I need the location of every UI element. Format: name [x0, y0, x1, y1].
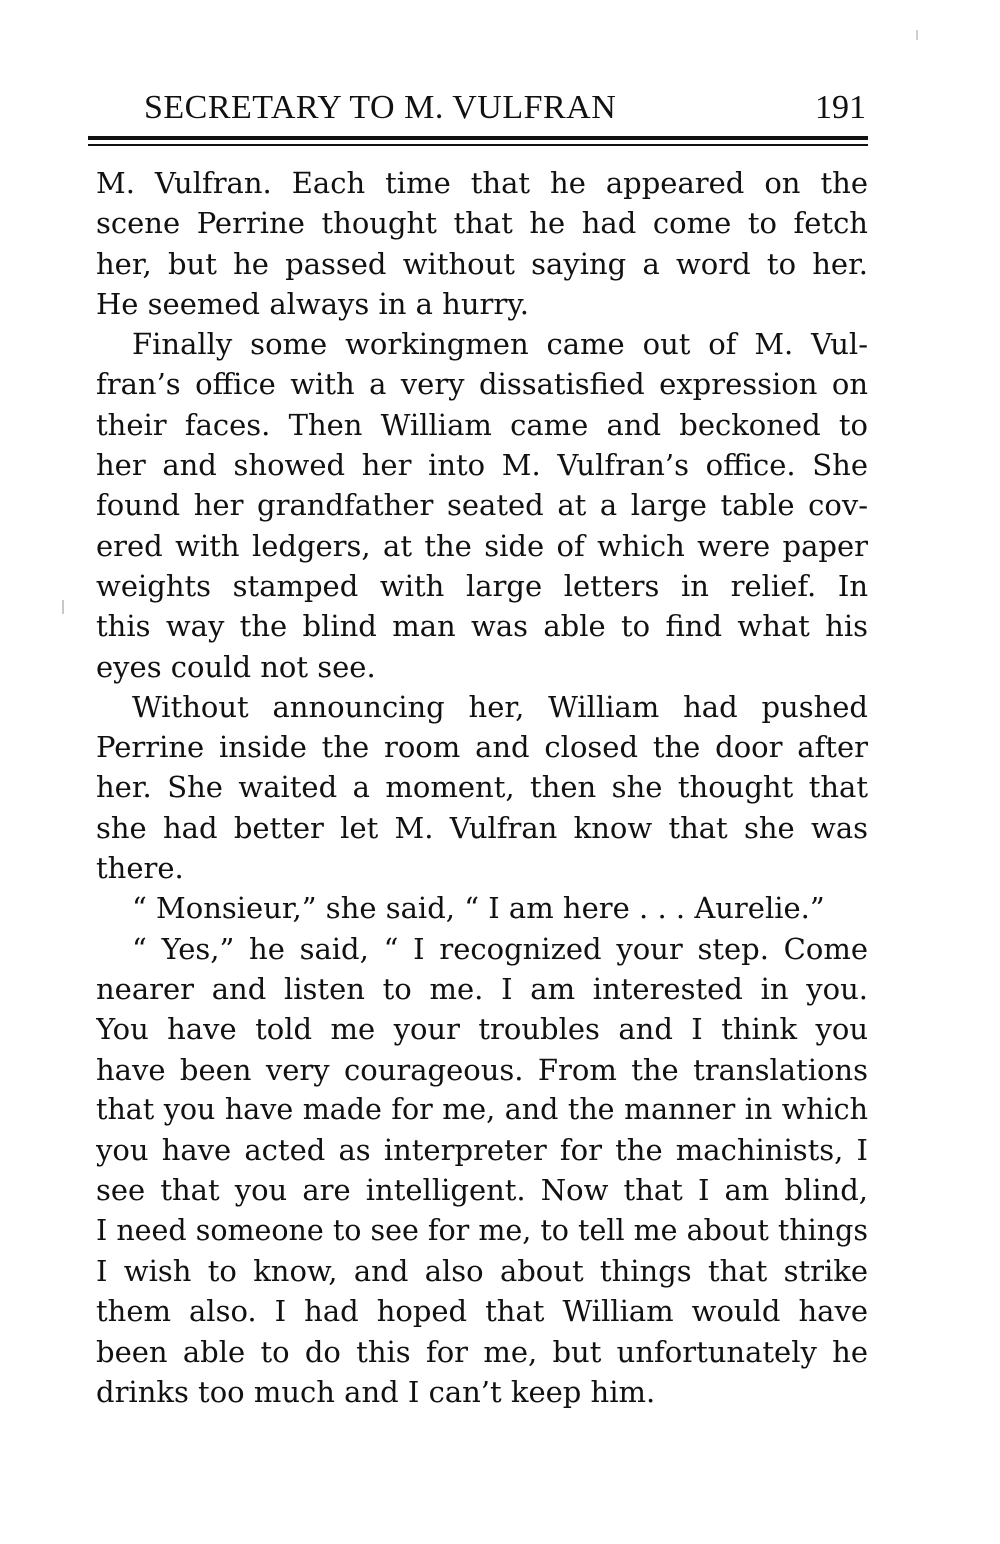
text-line: her, but he passed without saying a word to her.: [96, 246, 868, 281]
text-line: He seemed always in a hurry.: [96, 286, 529, 321]
text-line: been able to do this for me, but unfortunately he: [96, 1334, 868, 1369]
text-line: she had better let M. Vulfran know that she was: [96, 810, 868, 845]
body-text: [96, 163, 868, 1412]
text-line: her and showed her into M. Vulfran’s office. She: [96, 448, 868, 483]
text-line: this way the blind man was able to find what his: [96, 609, 868, 644]
text-line: weights stamped with large letters in relief. In: [96, 568, 868, 603]
header-rule-thin: [88, 144, 868, 146]
text-line: Finally some workingmen came out of M. Vul-: [132, 327, 868, 362]
text-line: I need someone to see for me, to tell me about things: [96, 1213, 868, 1247]
text-line: their faces. Then William came and beckoned to: [96, 407, 868, 442]
text-line: You have told me your troubles and I think you: [96, 1012, 868, 1047]
scan-mark: [916, 30, 918, 40]
page-number: 191: [815, 89, 866, 126]
text-line: Perrine inside the room and closed the door after: [96, 730, 868, 765]
text-line: nearer and listen to me. I am interested in you.: [96, 971, 868, 1006]
text-line: Without announcing her, William had pushed: [132, 689, 868, 724]
text-line: there.: [96, 851, 184, 886]
text-line: scene Perrine thought that he had come to fetch: [96, 206, 868, 241]
margin-mark: [62, 600, 64, 614]
text-line: I wish to know, and also about things that strike: [96, 1254, 868, 1289]
text-line: that you have made for me, and the manner in which: [96, 1092, 868, 1126]
text-line: you have acted as interpreter for the machinists, I: [96, 1133, 868, 1168]
text-line: them also. I had hoped that William would have: [96, 1294, 868, 1329]
text-line: fran’s office with a very dissatisfied expression on: [96, 367, 868, 402]
text-line: have been very courageous. From the translations: [96, 1052, 868, 1087]
text-line: see that you are intelligent. Now that I am blind,: [96, 1173, 868, 1208]
text-line: M. Vulfran. Each time that he appeared on the: [96, 166, 868, 200]
page-header: [96, 86, 866, 130]
text-line: drinks too much and I can’t keep him.: [96, 1374, 656, 1409]
text-line: eyes could not see.: [96, 649, 376, 684]
text-line: found her grandfather seated at a large table cov-: [96, 488, 868, 523]
running-head: SECRETARY TO M. VULFRAN: [144, 89, 617, 126]
text-line: “ Yes,” he said, “ I recognized your step. Come: [132, 931, 868, 966]
header-rule-thick: [88, 136, 868, 140]
text-line: “ Monsieur,” she said, “ I am here . . . Aurelie.”: [132, 891, 825, 926]
text-line: her. She waited a moment, then she thought that: [96, 770, 868, 805]
text-line: ered with ledgers, at the side of which were paper: [96, 528, 868, 563]
